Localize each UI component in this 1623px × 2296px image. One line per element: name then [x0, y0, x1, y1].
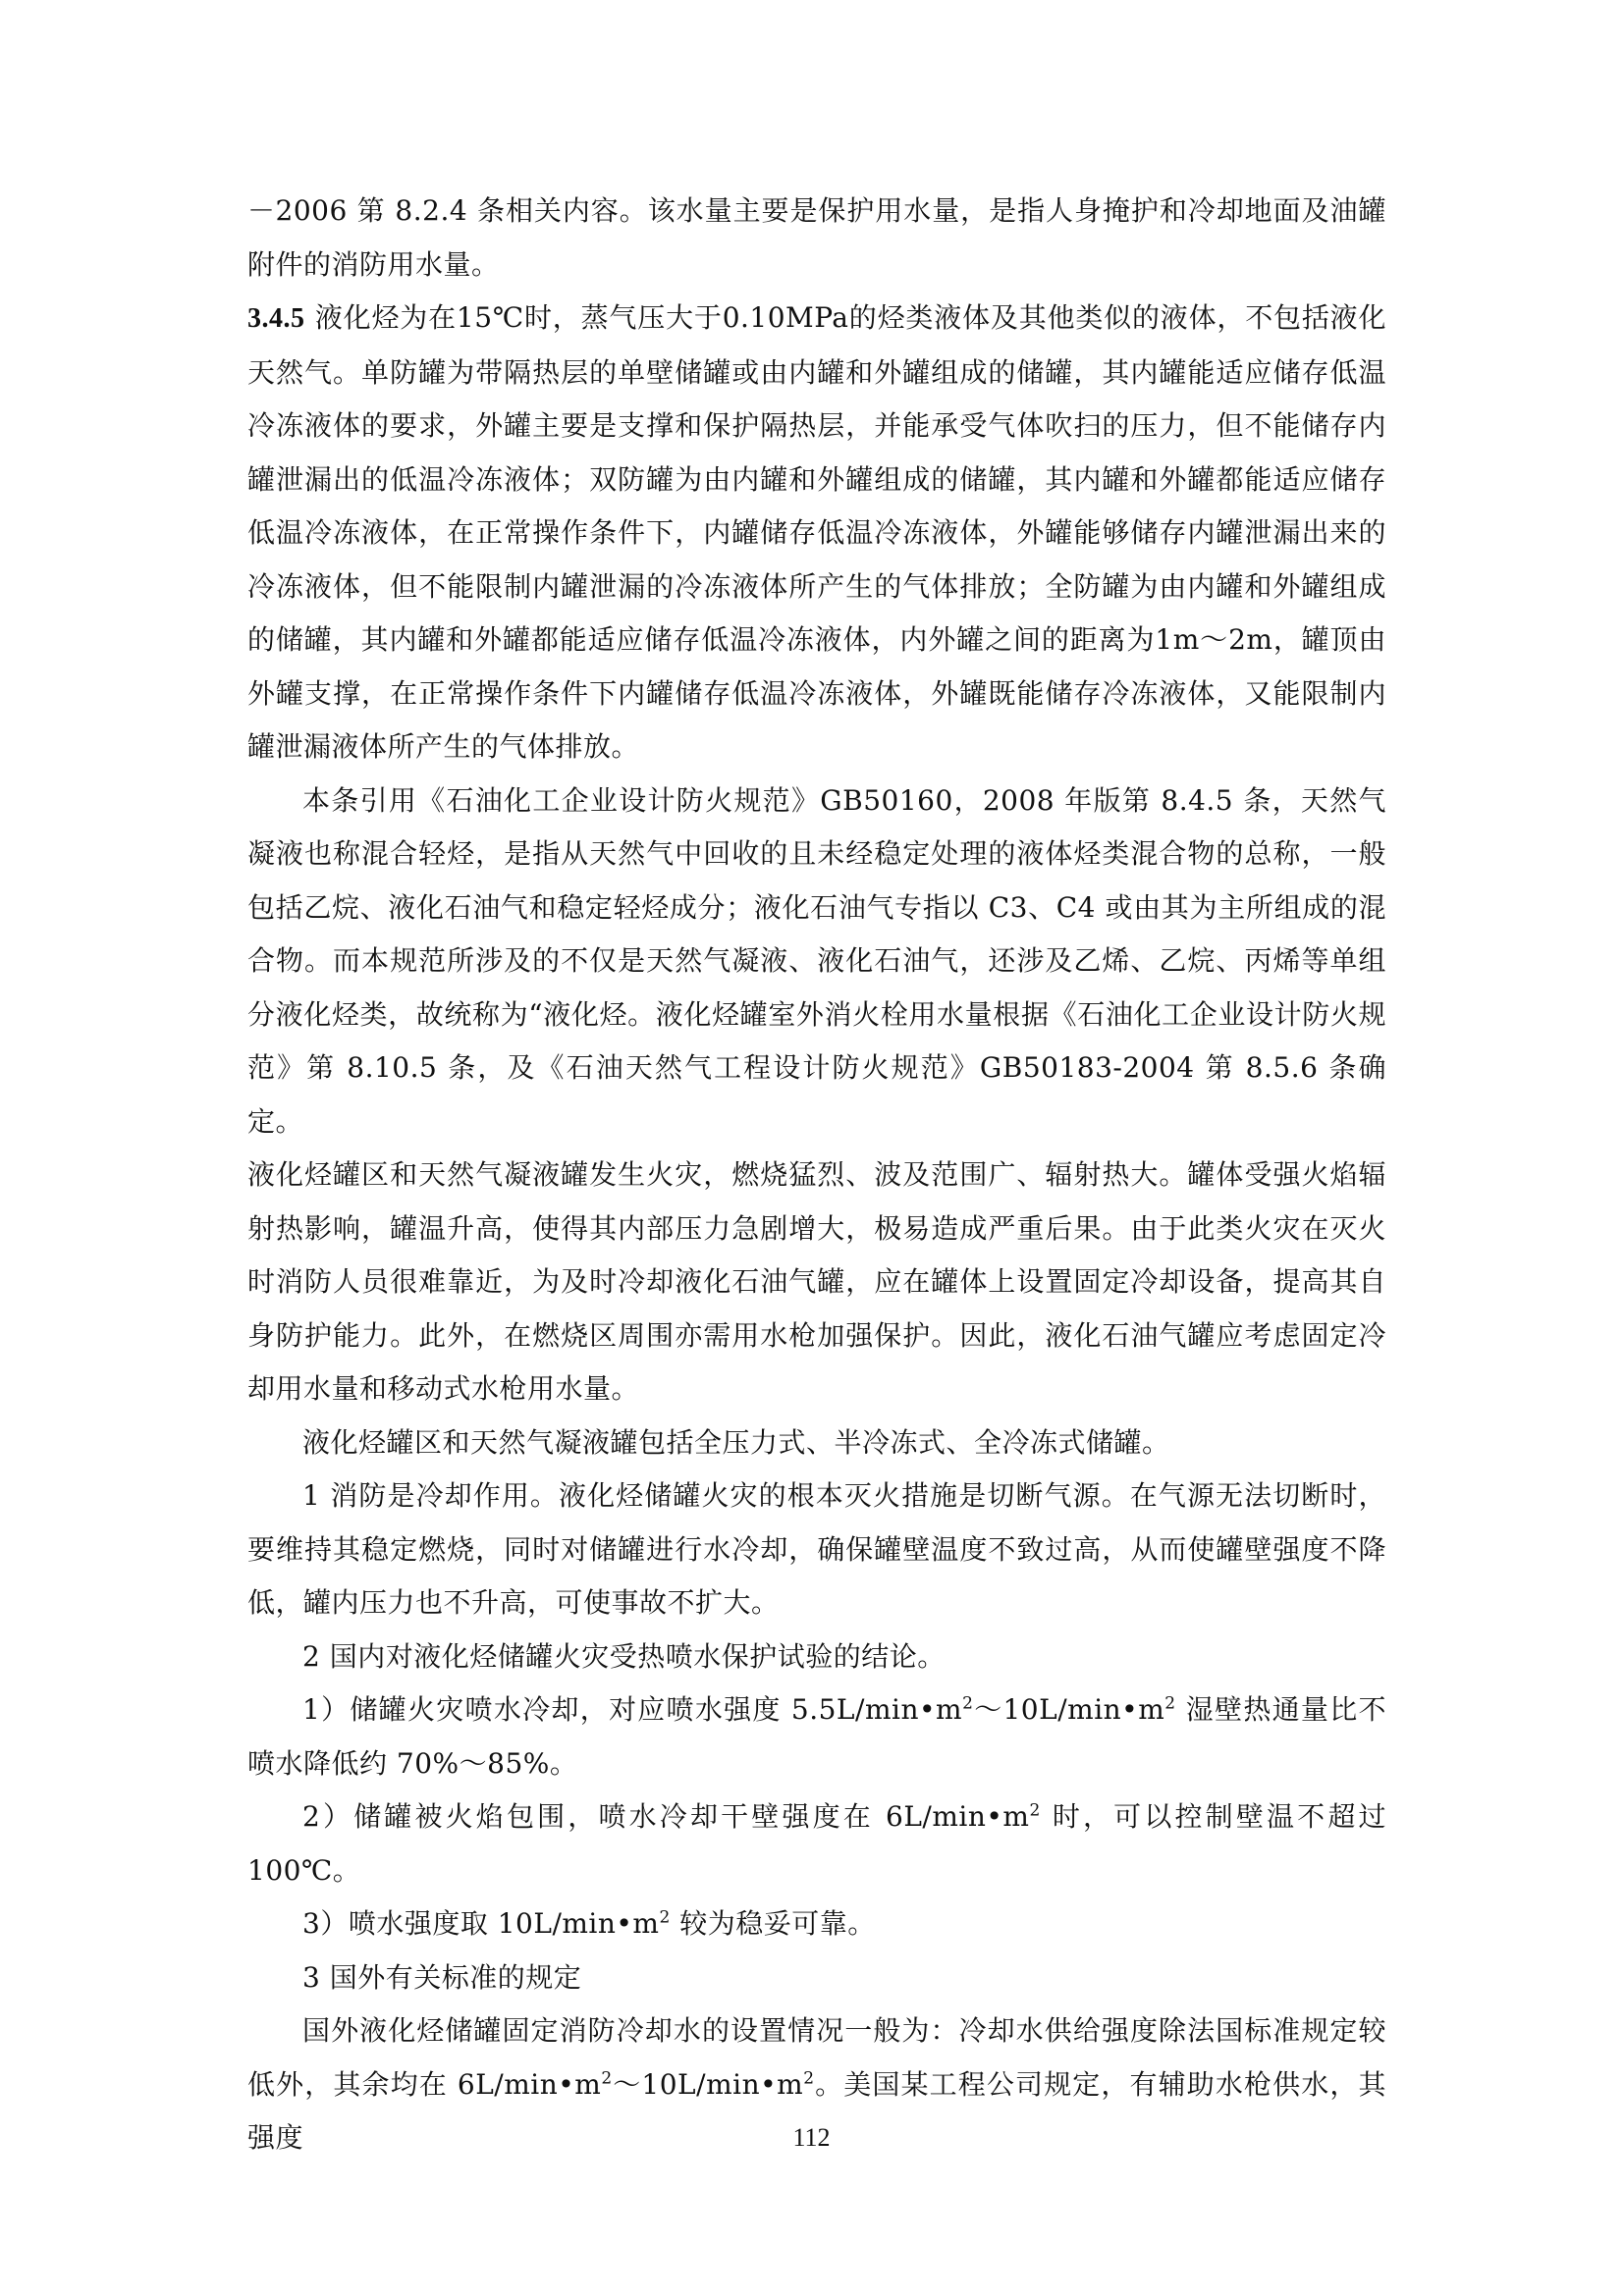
sub-2-text-a: 2）储罐被火焰包围，喷水冷却干壁强度在 6L/min•m	[302, 1800, 1030, 1833]
foreign-text-a: 国外液化烃储罐固定消防冷却水的设置情况一般为：冷却水供给强度除法国标准规定较低外，其余均在 6L/min•m	[247, 2014, 1386, 2101]
clause-number: 3.4.5	[247, 303, 305, 334]
paragraph-item-1: 1 消防是冷却作用。液化烃储罐火灾的根本灭火措施是切断气源。在气源无法切断时，要维持其稳定燃烧，同时对储罐进行水冷却，确保罐壁温度不致过高，从而使罐壁强度不降低，罐内压力也不升高，可使事故不扩大。	[247, 1479, 1386, 1619]
sub-3-text-b: 较为稳妥可靠。	[670, 1907, 876, 1940]
sub-1-text-a: 1）储罐火灾喷水冷却，对应喷水强度 5.5L/min•m	[302, 1693, 963, 1726]
paragraph-tank-types: 液化烃罐区和天然气凝液罐包括全压力式、半冷冻式、全冷冻式储罐。	[302, 1425, 1170, 1459]
paragraph-item-2: 2 国内对液化烃储罐火灾受热喷水保护试验的结论。	[302, 1639, 946, 1673]
sub-1-text-b: ～10L/min•m	[973, 1693, 1165, 1726]
page-body	[247, 185, 1386, 2165]
superscript: 2	[803, 2068, 815, 2089]
clause-text: 液化烃为在15℃时，蒸气压大于0.10MPa的烃类液体及其他类似的液体，不包括液化天然气。单防罐为带隔热层的单壁储罐或由内罐和外罐组成的储罐，其内罐能适应储存低温冷冻液体的要求，外罐主要是支撑和保护隔热层，并能承受气体吹扫的压力，但不能储存内罐泄漏出的低温冷冻液体；双防罐为由内罐和外罐组成的储罐，其内罐和外罐都能适应储存低温冷冻液体，在正常操作条件下，内罐储存低温冷冻液体，外罐能够储存内罐泄漏出来的冷冻液体，但不能限制内罐泄漏的冷冻液体所产生的气体排放；全防罐为由内罐和外罐组成的储罐，其内罐和外罐都能适应储存低温冷冻液体，内外罐之间的距离为1m～2m，罐顶由外罐支撑，在正常操作条件下内罐储存低温冷冻液体，外罐既能储存冷冻液体，又能限制内罐泄漏液体所产生的气体排放。	[247, 301, 1386, 763]
paragraph-fire-hazard: 液化烃罐区和天然气凝液罐发生火灾，燃烧猛烈、波及范围广、辐射热大。罐体受强火焰辐射热影响，罐温升高，使得其内部压力急剧增大，极易造成严重后果。由于此类火灾在灭火时消防人员很难靠近，为及时冷却液化石油气罐，应在罐体上设置固定冷却设备，提高其自身防护能力。此外，在燃烧区周围亦需用水枪加强保护。因此，液化石油气罐应考虑固定冷却用水量和移动式水枪用水量。	[247, 1158, 1386, 1405]
sub-3-text-a: 3）喷水强度取 10L/min•m	[302, 1907, 660, 1940]
superscript: 2	[1029, 1800, 1041, 1821]
superscript: 2	[601, 2068, 613, 2089]
superscript: 2	[1164, 1693, 1176, 1714]
paragraph-sub-3	[247, 1897, 1386, 1951]
paragraph-item-3: 3 国外有关标准的规定	[302, 1960, 582, 1994]
superscript: 2	[962, 1693, 974, 1714]
foreign-text-b: ～10L/min•m	[612, 2067, 804, 2101]
page-number: 112	[792, 2123, 831, 2152]
foreign-text-c: 。美国某工程公司规定，有辅助水枪供水，其强度	[247, 2067, 1386, 2154]
sub-1-text-c: 湿壁热通量比不喷水降低约 70%～85%。	[247, 1693, 1386, 1780]
paragraph-sub-2	[247, 1790, 1386, 1897]
superscript: 2	[659, 1907, 671, 1928]
paragraph-continuation: －2006 第 8.2.4 条相关内容。该水量主要是保护用水量，是指人身掩护和冷却地面及油罐附件的消防用水量。	[247, 194, 1386, 281]
paragraph-clause-3-4-5	[247, 292, 1386, 774]
paragraph-reference: 本条引用《石油化工企业设计防火规范》GB50160，2008 年版第 8.4.5 条，天然气凝液也称混合轻烃，是指从天然气中回收的且未经稳定处理的液体烃类混合物的总称，一般包括乙烷、液化石油气和稳定轻烃成分；液化石油气专指以 C3、C4 或由其为主所组成的混合物。而本规范所涉及的不仅是天然气凝液、液化石油气，还涉及乙烯、乙烷、丙烯等单组分液化烃类，故统称为“液化烃。液化烃罐室外消火栓用水量根据《石油化工企业设计防火规范》第 8.10.5 条，及《石油天然气工程设计防火规范》GB50183-2004 第 8.5.6 条确定。	[247, 783, 1386, 1138]
paragraph-sub-1	[247, 1683, 1386, 1790]
sub-2-text-b: 时，可以控制壁温不超过 100℃。	[247, 1800, 1386, 1887]
